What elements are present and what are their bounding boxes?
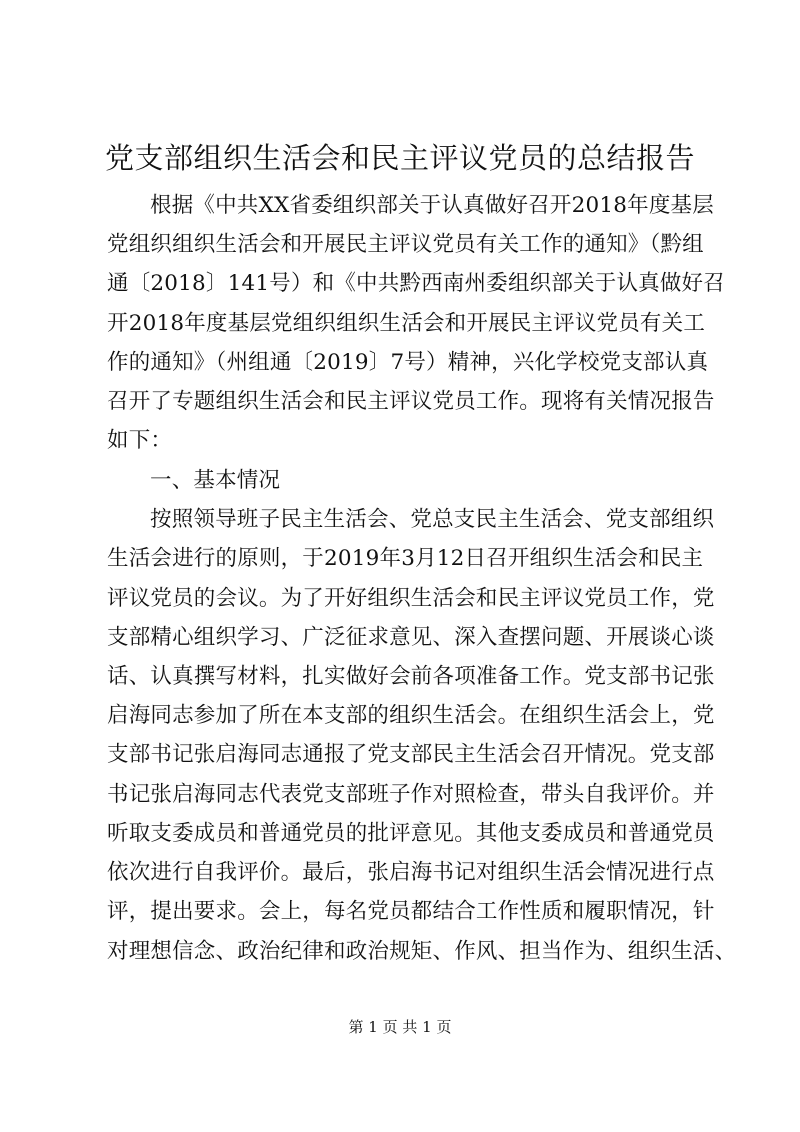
section-heading: 一、基本情况 bbox=[150, 468, 281, 493]
paragraph-line: 启海同志参加了所在本支部的组织生活会。在组织生活会上，党 bbox=[107, 703, 715, 728]
paragraph-line: 依次进行自我评价。最后，张启海书记对组织生活会情况进行点 bbox=[107, 860, 715, 885]
paragraph-line: 听取支委成员和普通党员的批评意见。其他支委成员和普通党员 bbox=[107, 821, 715, 846]
document-title: 党支部组织生活会和民主评议党员的总结报告 bbox=[104, 141, 695, 175]
paragraph-line: 召开了专题组织生活会和民主评议党员工作。现将有关情况报告 bbox=[107, 389, 715, 414]
paragraph-line: 支部精心组织学习、广泛征求意见、深入查摆问题、开展谈心谈 bbox=[107, 625, 715, 650]
paragraph-line: 书记张启海同志代表党支部班子作对照检查，带头自我评价。并 bbox=[107, 782, 715, 807]
paragraph-line: 评议党员的会议。为了开好组织生活会和民主评议党员工作，党 bbox=[107, 586, 715, 611]
paragraph-line: 评，提出要求。会上，每名党员都结合工作性质和履职情况，针 bbox=[107, 899, 715, 924]
paragraph-line: 通〔2018〕141号）和《中共黔西南州委组织部关于认真做好召 bbox=[107, 271, 725, 296]
paragraph-line: 党组织组织生活会和开展民主评议党员有关工作的通知》（黔组 bbox=[107, 232, 704, 257]
paragraph-line: 作的通知》（州组通〔2019〕7号）精神，兴化学校党支部认真 bbox=[107, 350, 709, 375]
paragraph-line: 根据《中共XX省委组织部关于认真做好召开2018年度基层 bbox=[150, 193, 714, 218]
paragraph-line: 生活会进行的原则，于2019年3月12日召开组织生活会和民主 bbox=[107, 546, 704, 571]
paragraph-line: 话、认真撰写材料，扎实做好会前各项准备工作。党支部书记张 bbox=[107, 664, 715, 689]
paragraph-line: 按照领导班子民主生活会、党总支民主生活会、党支部组织 bbox=[150, 507, 715, 532]
paragraph-line: 对理想信念、政治纪律和政治规矩、作风、担当作为、组织生活、 bbox=[107, 939, 737, 964]
page-footer: 第 1 页 共 1 页 bbox=[348, 1018, 452, 1036]
paragraph-line: 开2018年度基层党组织组织生活会和开展民主评议党员有关工 bbox=[107, 311, 706, 336]
paragraph-line: 如下： bbox=[107, 428, 173, 453]
paragraph-line: 支部书记张启海同志通报了党支部民主生活会召开情况。党支部 bbox=[107, 742, 715, 767]
